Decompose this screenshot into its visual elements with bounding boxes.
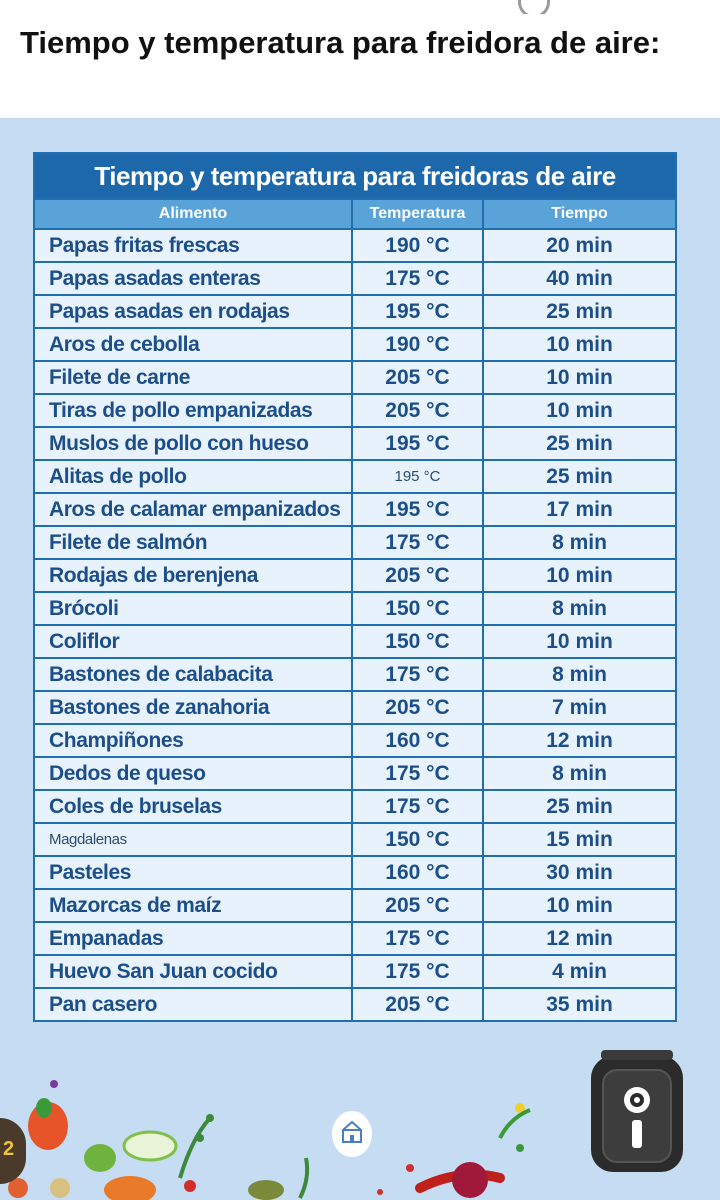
air-fryer-icon xyxy=(585,1050,689,1178)
temperature-cell: 190 °C xyxy=(352,328,483,361)
table-row xyxy=(34,559,676,592)
food-cell: Filete de carne xyxy=(34,361,352,394)
food-cell: Mazorcas de maíz xyxy=(34,889,352,922)
column-header-temperatura: Temperatura xyxy=(352,199,483,229)
temperature-cell: 205 °C xyxy=(352,988,483,1021)
table-row xyxy=(34,361,676,394)
temperature-cell: 205 °C xyxy=(352,394,483,427)
table-row xyxy=(34,493,676,526)
time-cell: 40 min xyxy=(483,262,676,295)
food-cell: Aros de calamar empanizados xyxy=(34,493,352,526)
vegetables-decoration-icon xyxy=(0,1068,580,1200)
food-cell: Filete de salmón xyxy=(34,526,352,559)
temperature-cell: 150 °C xyxy=(352,592,483,625)
time-cell: 4 min xyxy=(483,955,676,988)
column-header-tiempo: Tiempo xyxy=(483,199,676,229)
time-cell: 15 min xyxy=(483,823,676,856)
temperature-cell: 190 °C xyxy=(352,229,483,262)
table-row xyxy=(34,658,676,691)
temperature-cell: 150 °C xyxy=(352,823,483,856)
temperature-cell: 175 °C xyxy=(352,790,483,823)
food-cell: Pasteles xyxy=(34,856,352,889)
table-row xyxy=(34,823,676,856)
table-row xyxy=(34,526,676,559)
side-tab[interactable]: 2 xyxy=(0,1118,26,1184)
table-title: Tiempo y temperatura para freidoras de aire xyxy=(34,153,676,199)
table-row xyxy=(34,625,676,658)
table-row xyxy=(34,691,676,724)
table-row xyxy=(34,394,676,427)
time-cell: 8 min xyxy=(483,757,676,790)
temperature-cell: 150 °C xyxy=(352,625,483,658)
table-row xyxy=(34,328,676,361)
time-cell: 8 min xyxy=(483,658,676,691)
post-title: Tiempo y temperatura para freidora de aire: xyxy=(20,25,661,60)
temperature-cell: 195 °C xyxy=(352,460,483,493)
time-cell: 10 min xyxy=(483,889,676,922)
table-row xyxy=(34,460,676,493)
food-cell: Tiras de pollo empanizadas xyxy=(34,394,352,427)
time-cell: 7 min xyxy=(483,691,676,724)
table-row xyxy=(34,988,676,1021)
table-row xyxy=(34,262,676,295)
air-fryer-table xyxy=(33,152,677,1022)
table-row xyxy=(34,229,676,262)
temperature-cell: 195 °C xyxy=(352,295,483,328)
table-row xyxy=(34,295,676,328)
food-cell: Muslos de pollo con hueso xyxy=(34,427,352,460)
food-cell: Alitas de pollo xyxy=(34,460,352,493)
table-row xyxy=(34,790,676,823)
table-row xyxy=(34,724,676,757)
temperature-cell: 205 °C xyxy=(352,691,483,724)
temperature-cell: 175 °C xyxy=(352,955,483,988)
temperature-cell: 175 °C xyxy=(352,262,483,295)
food-cell: Empanadas xyxy=(34,922,352,955)
globe-icon xyxy=(518,0,550,14)
truncated-header-strip xyxy=(0,0,720,14)
temperature-cell: 195 °C xyxy=(352,493,483,526)
time-cell: 30 min xyxy=(483,856,676,889)
temperature-cell: 160 °C xyxy=(352,856,483,889)
table-row xyxy=(34,757,676,790)
food-cell: Pan casero xyxy=(34,988,352,1021)
time-cell: 8 min xyxy=(483,592,676,625)
time-cell: 10 min xyxy=(483,559,676,592)
temperature-cell: 160 °C xyxy=(352,724,483,757)
food-cell: Brócoli xyxy=(34,592,352,625)
time-cell: 17 min xyxy=(483,493,676,526)
food-cell: Dedos de queso xyxy=(34,757,352,790)
egg-logo-icon xyxy=(330,1108,374,1158)
food-cell: Papas fritas frescas xyxy=(34,229,352,262)
time-cell: 25 min xyxy=(483,460,676,493)
column-header-alimento: Alimento xyxy=(34,199,352,229)
time-cell: 20 min xyxy=(483,229,676,262)
temperature-cell: 205 °C xyxy=(352,889,483,922)
time-cell: 35 min xyxy=(483,988,676,1021)
food-cell: Papas asadas enteras xyxy=(34,262,352,295)
food-cell: Aros de cebolla xyxy=(34,328,352,361)
temperature-cell: 205 °C xyxy=(352,559,483,592)
time-cell: 25 min xyxy=(483,295,676,328)
food-cell: Bastones de zanahoria xyxy=(34,691,352,724)
temperature-cell: 175 °C xyxy=(352,526,483,559)
table-row xyxy=(34,922,676,955)
table-row xyxy=(34,856,676,889)
temperature-cell: 205 °C xyxy=(352,361,483,394)
food-cell: Coliflor xyxy=(34,625,352,658)
time-cell: 25 min xyxy=(483,790,676,823)
time-cell: 12 min xyxy=(483,922,676,955)
table-row xyxy=(34,427,676,460)
temperature-cell: 175 °C xyxy=(352,658,483,691)
time-cell: 12 min xyxy=(483,724,676,757)
food-cell: Huevo San Juan cocido xyxy=(34,955,352,988)
temperature-cell: 175 °C xyxy=(352,757,483,790)
time-cell: 10 min xyxy=(483,361,676,394)
time-cell: 25 min xyxy=(483,427,676,460)
post-image[interactable] xyxy=(0,118,720,1200)
table-row xyxy=(34,592,676,625)
table-row xyxy=(34,889,676,922)
food-cell: Papas asadas en rodajas xyxy=(34,295,352,328)
time-cell: 10 min xyxy=(483,394,676,427)
food-cell: Coles de bruselas xyxy=(34,790,352,823)
food-cell: Bastones de calabacita xyxy=(34,658,352,691)
food-cell: Rodajas de berenjena xyxy=(34,559,352,592)
food-cell: Champiñones xyxy=(34,724,352,757)
food-cell: Magdalenas xyxy=(34,823,352,856)
temperature-cell: 195 °C xyxy=(352,427,483,460)
temperature-cell: 175 °C xyxy=(352,922,483,955)
time-cell: 10 min xyxy=(483,328,676,361)
table-row xyxy=(34,955,676,988)
time-cell: 10 min xyxy=(483,625,676,658)
time-cell: 8 min xyxy=(483,526,676,559)
